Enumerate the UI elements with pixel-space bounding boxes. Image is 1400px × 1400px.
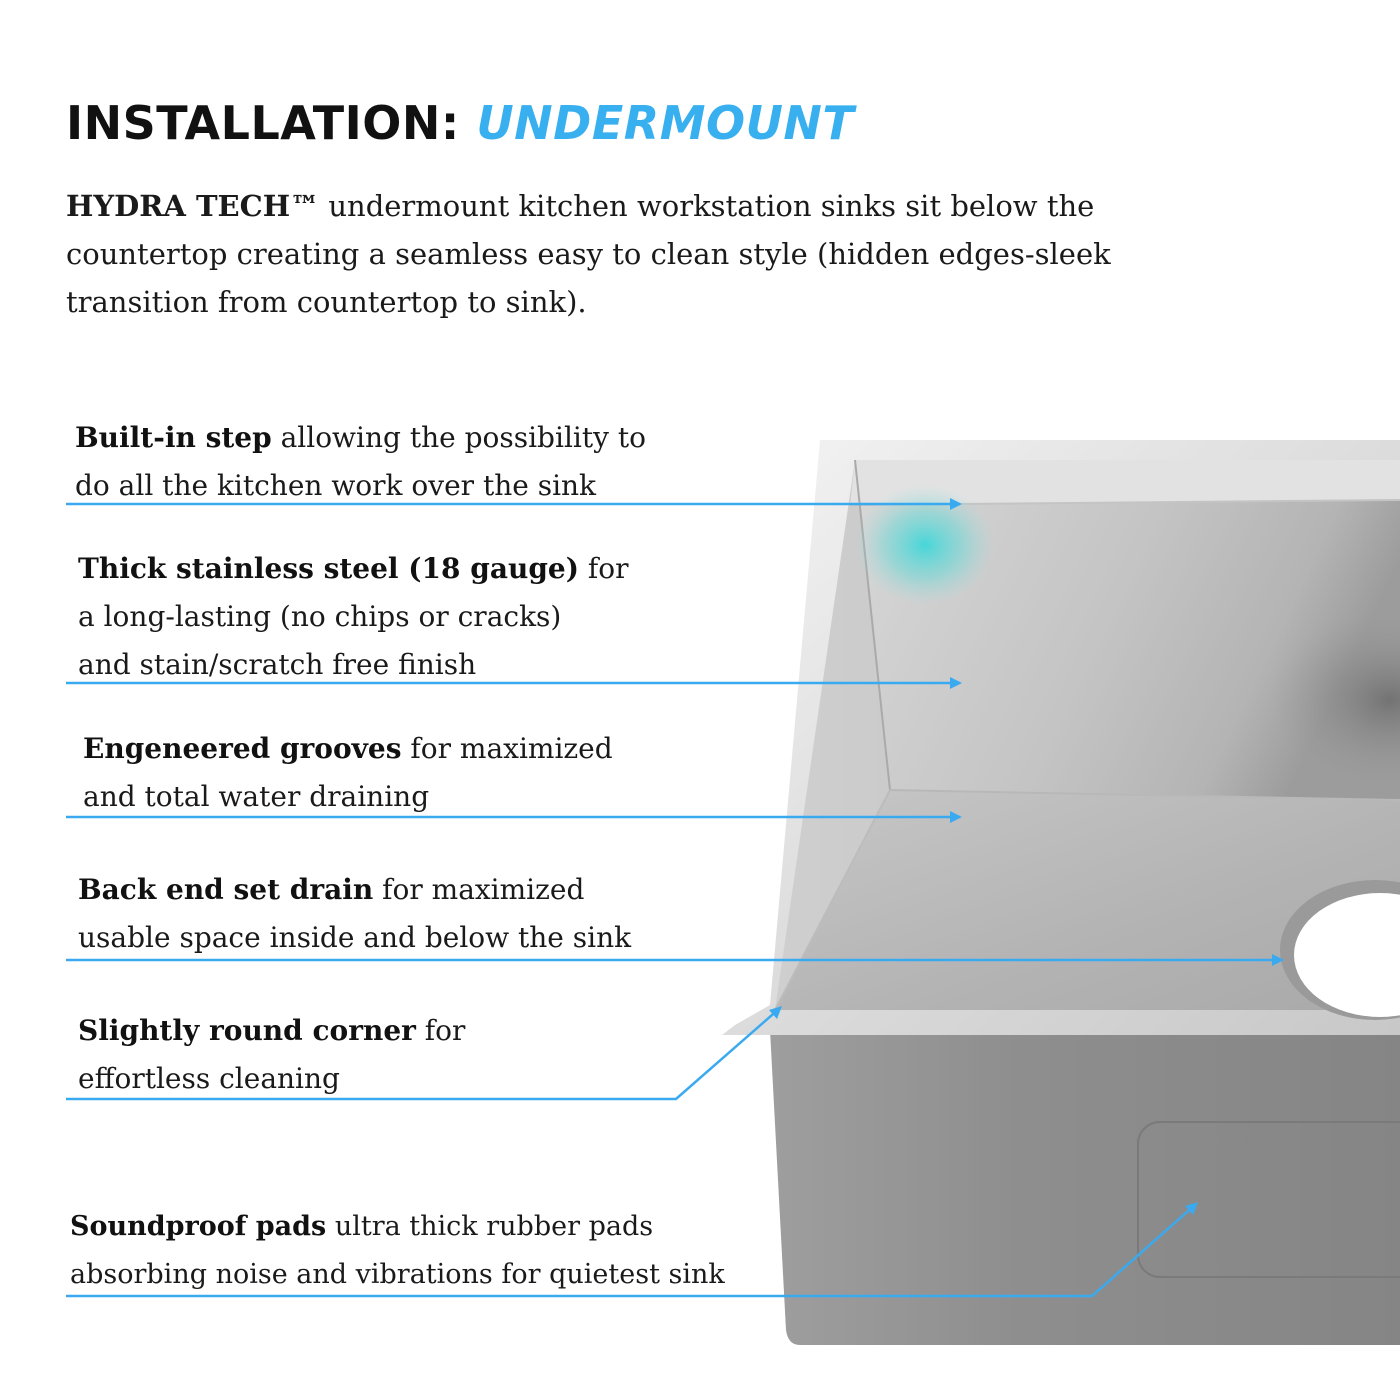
arrow-head-icon	[1272, 954, 1284, 966]
feature-text: usable space inside and below the sink	[78, 921, 632, 954]
feature-title: Slightly round corner	[78, 1014, 416, 1047]
arrow-head-icon	[950, 677, 962, 689]
feature-soundproof-pads	[70, 1203, 725, 1299]
feature-text: effortless cleaning	[78, 1062, 340, 1095]
feature-text: for	[578, 552, 629, 585]
feature-title: Engeneered grooves	[83, 732, 402, 765]
feature-round-corner	[78, 1007, 465, 1103]
arrow-head-icon	[950, 498, 962, 510]
feature-text: and stain/scratch free finish	[78, 648, 477, 681]
feature-text: and total water draining	[83, 780, 430, 813]
intro-paragraph	[66, 182, 1186, 326]
feature-built-in-step	[75, 414, 646, 510]
feature-drain	[78, 866, 631, 962]
feature-text: allowing the possibility to	[271, 421, 646, 454]
intro-text: undermount kitchen workstation sinks sit below the countertop creating a seamless easy to clean style (hidden edges-sleek transition from countertop to sink).	[66, 189, 1111, 319]
feature-text: do all the kitchen work over the sink	[75, 469, 597, 502]
feature-text: a long-lasting (no chips or cracks)	[78, 600, 562, 633]
feature-title: Built-in step	[75, 421, 272, 454]
feature-text: for	[415, 1014, 466, 1047]
title-prefix: INSTALLATION:	[66, 96, 460, 150]
arrow-head-icon	[950, 811, 962, 823]
feature-title: Back end set drain	[78, 873, 374, 906]
feature-title: Soundproof pads	[70, 1211, 327, 1242]
feature-text: ultra thick rubber pads	[326, 1211, 654, 1242]
feature-grooves	[83, 725, 613, 821]
title-accent: UNDERMOUNT	[476, 96, 855, 150]
feature-title: Thick stainless steel (18 gauge)	[78, 552, 579, 585]
feature-text: for maximized	[373, 873, 585, 906]
feature-stainless-steel	[78, 545, 629, 689]
feature-text: absorbing noise and vibrations for quietest sink	[70, 1259, 725, 1290]
feature-text: for maximized	[401, 732, 613, 765]
page-title	[66, 96, 854, 150]
brand-name: HYDRA TECH™	[66, 189, 320, 223]
